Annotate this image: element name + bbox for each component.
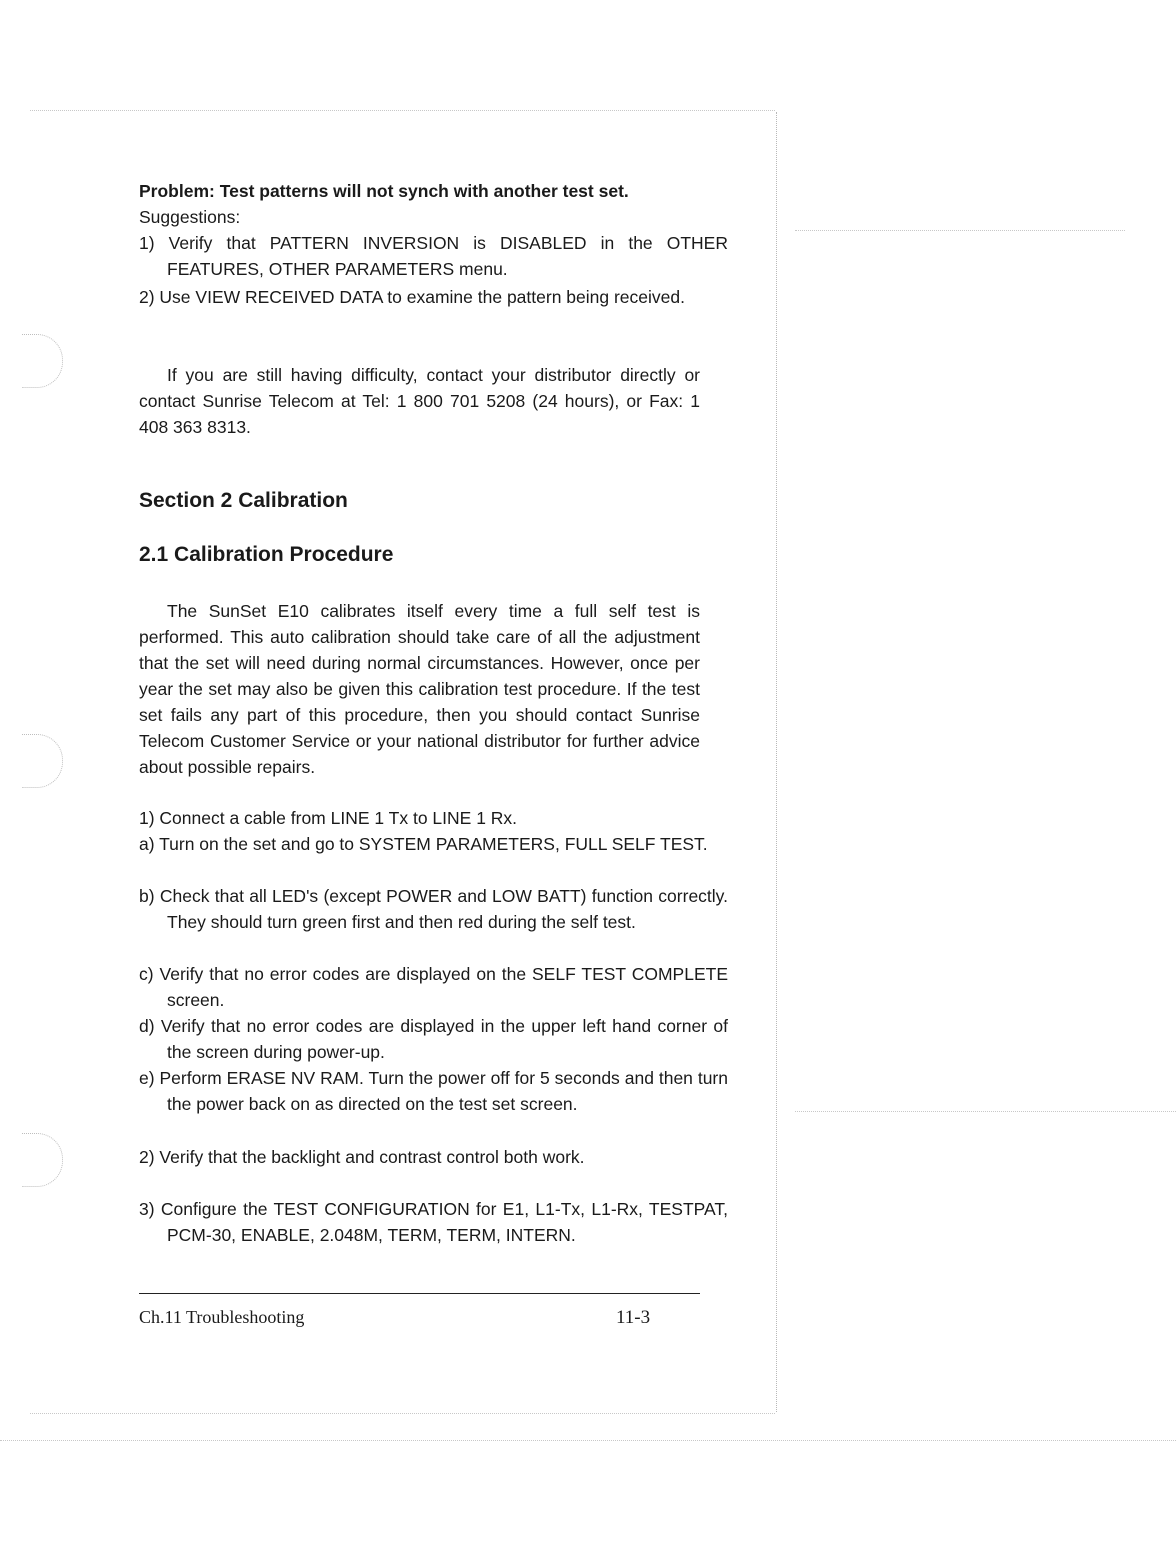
step-3: 3) Configure the TEST CONFIGURATION for E1, L1-Tx, L1-Rx, TESTPAT, PCM-30, ENABLE, 2.048M, TERM, TERM, INTERN.: [139, 1199, 728, 1245]
suggestions-label: Suggestions:: [139, 207, 241, 227]
punch-hole-middle: [22, 734, 63, 788]
step-1d: d) Verify that no error codes are displayed in the upper left hand corner of the screen during power-up.: [139, 1016, 728, 1062]
section-title: Section 2 Calibration: [139, 489, 348, 512]
suggestion-item-1: 1) Verify that PATTERN INVERSION is DISABLED in the OTHER FEATURES, OTHER PARAMETERS menu.: [139, 233, 728, 279]
step-1b: b) Check that all LED's (except POWER and LOW BATT) function correctly. They should turn green first and then red during the self test.: [139, 886, 728, 932]
problem-heading: Problem: Test patterns will not synch with another test set.: [139, 181, 629, 201]
step-1e: e) Perform ERASE NV RAM. Turn the power off for 5 seconds and then turn the power back on as directed on the test set screen.: [139, 1068, 728, 1114]
suggestion-item-2: 2) Use VIEW RECEIVED DATA to examine the pattern being received.: [139, 287, 685, 307]
footer-rule: [139, 1293, 700, 1294]
scan-edge-top: [30, 110, 775, 111]
scan-edge-right-top: [795, 230, 1125, 231]
step-1a: a) Turn on the set and go to SYSTEM PARAMETERS, FULL SELF TEST.: [139, 834, 708, 854]
subsection-title: 2.1 Calibration Procedure: [139, 543, 394, 566]
contact-paragraph: If you are still having difficulty, contact your distributor directly or contact Sunrise Telecom at Tel: 1 800 701 5208 (24 hours), or Fax: 1 408 363 8313.: [139, 365, 700, 437]
scan-edge-bottom: [30, 1413, 775, 1414]
scan-edge-right: [776, 112, 777, 1412]
step-1c: c) Verify that no error codes are displayed on the SELF TEST COMPLETE screen.: [139, 964, 728, 1010]
intro-paragraph: The SunSet E10 calibrates itself every time a full self test is performed. This auto calibration should take care of all the adjustment that the set will need during normal circumstances. However, once per year the set may also be given this calibration test procedure. If the test set fails any part of this procedure, then you should contact Sunrise Telecom Customer Service or your national distributor for further advice about possible repairs.: [139, 601, 700, 777]
punch-hole-top: [22, 334, 63, 388]
footer-chapter: Ch.11 Troubleshooting: [139, 1307, 305, 1327]
punch-hole-bottom: [22, 1133, 63, 1187]
footer-page-number: 11-3: [616, 1307, 651, 1328]
step-2: 2) Verify that the backlight and contrast control both work.: [139, 1147, 585, 1167]
step-1: 1) Connect a cable from LINE 1 Tx to LINE 1 Rx.: [139, 808, 518, 828]
scan-edge-lower: [0, 1440, 1176, 1441]
scan-edge-right-mid: [795, 1111, 1176, 1112]
